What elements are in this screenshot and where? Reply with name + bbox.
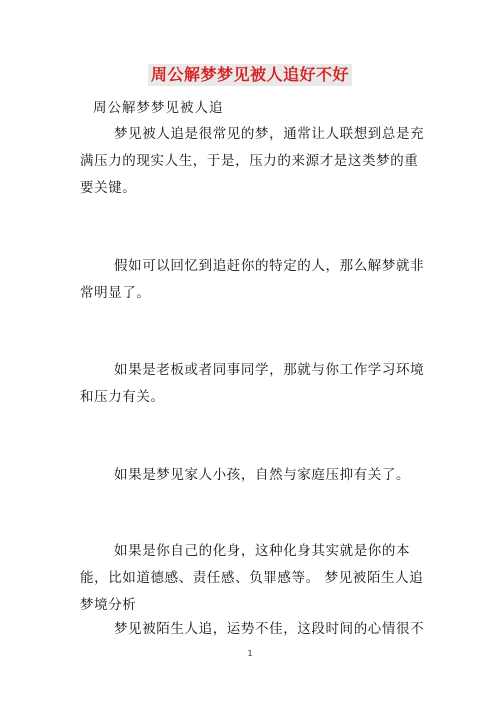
document-subtitle: 周公解梦梦见被人追 bbox=[93, 100, 224, 116]
title-container bbox=[0, 64, 500, 86]
paragraph-6: 梦见被陌生人追，运势不佳，这段时间的心情很不 bbox=[114, 621, 425, 637]
paragraph-2: 假如可以回忆到追赶你的特定的人，那么解梦就非常明显了。 bbox=[80, 258, 425, 301]
page-number: 1 bbox=[247, 649, 253, 658]
paragraph-3: 如果是老板或者同事同学，那就与你工作学习环境和压力有关。 bbox=[80, 362, 425, 405]
paragraph-1: 梦见被人追是很常见的梦，通常让人联想到总是充满压力的现实人生，于是，压力的来源才是这类梦的重要关键。 bbox=[80, 126, 425, 196]
paragraph-4: 如果是梦见家人小孩，自然与家庭压抑有关了。 bbox=[114, 467, 411, 483]
paragraph-5: 如果是你自己的化身，这种化身其实就是你的本能，比如道德感、责任感、负罪感等。 梦见被陌生人追梦境分析 bbox=[80, 543, 424, 613]
document-title: 周公解梦梦见被人追好不好 bbox=[148, 64, 352, 86]
